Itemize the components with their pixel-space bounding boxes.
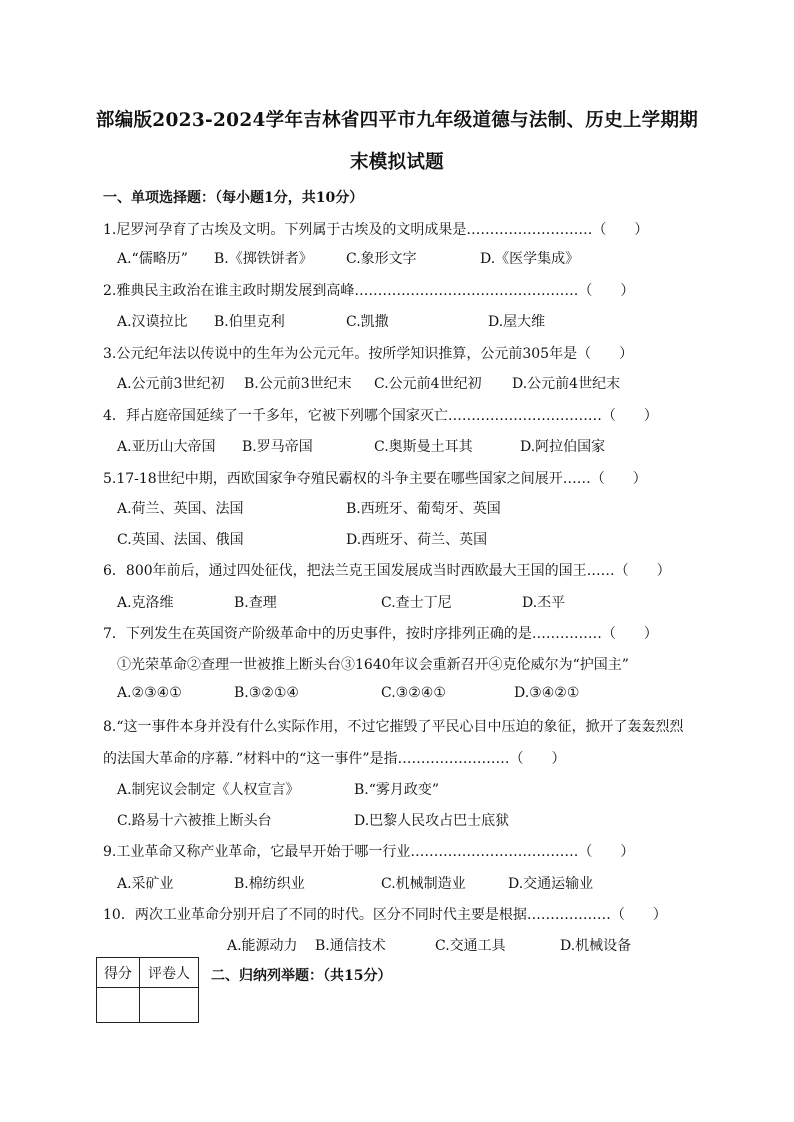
- q4-option-b: B.罗马帝国: [242, 439, 313, 455]
- q8-option-a: A.制宪议会制定《人权宣言》: [117, 782, 300, 798]
- q7-option-d: D.③④②①: [514, 685, 580, 701]
- section-heading-list: 二、归纳列举题：（共15分）: [211, 968, 392, 984]
- q4-option-d: D.阿拉伯国家: [520, 439, 606, 455]
- grader-header: 评卷人: [140, 958, 199, 988]
- q8-option-d: D.巴黎人民攻占巴士底狱: [354, 813, 510, 829]
- q7-event-list: ①光荣革命②查理一世被推上断头台③1640年议会重新召开④克伦威尔为“护国主”: [117, 657, 629, 673]
- q6-option-b: B.查理: [234, 595, 277, 611]
- q5-option-c: C.英国、法国、俄国: [117, 532, 244, 548]
- q10-option-d: D.机械设备: [560, 938, 632, 954]
- q1-option-a: A.“儒略历”: [117, 251, 188, 267]
- q1-option-b: B.《掷铁饼者》: [214, 251, 313, 267]
- q7-option-a: A.②③④①: [117, 685, 182, 701]
- question-2-stem: 2.雅典民主政治在谁主政时期发展到高峰…………………………………………（ ）: [103, 283, 635, 299]
- q7-option-c: C.③②④①: [381, 685, 446, 701]
- q3-option-a: A.公元前3世纪初: [117, 376, 225, 392]
- q8-option-c: C.路易十六被推上断头台: [117, 813, 272, 829]
- q9-option-d: D.交通运输业: [508, 876, 594, 892]
- q10-option-c: C.交通工具: [435, 938, 506, 954]
- q4-option-a: A.亚历山大帝国: [117, 439, 216, 455]
- q3-option-b: B.公元前3世纪末: [244, 376, 352, 392]
- q5-option-a: A.荷兰、英国、法国: [117, 501, 244, 517]
- q5-option-b: B.西班牙、葡萄牙、英国: [346, 501, 501, 517]
- question-10-stem: 10．两次工业革命分别开启了不同的时代。区分不同时代主要是根据………………（ ）: [103, 907, 667, 923]
- section-heading-choice: 一、单项选择题：（每小题1分，共10分）: [103, 190, 364, 206]
- question-8-stem-line1: 8.“这一事件本身并没有什么实际作用，不过它摧毁了平民心目中压迫的象征，掀开了轰轰烈烈: [103, 719, 684, 735]
- q2-option-a: A.汉谟拉比: [117, 314, 188, 330]
- q2-option-c: C.凯撒: [346, 314, 389, 330]
- exam-title-line1: 部编版2023-2024学年吉林省四平市九年级道德与法制、历史上学期期: [95, 110, 699, 131]
- q6-option-d: D.丕平: [522, 595, 566, 611]
- q1-option-d: D.《医学集成》: [480, 251, 580, 267]
- q9-option-b: B.棉纺织业: [234, 876, 305, 892]
- question-7-stem: 7．下列发生在英国资产阶级革命中的历史事件，按时序排列正确的是……………（ ）: [103, 626, 658, 642]
- q2-option-d: D.屋大维: [488, 314, 546, 330]
- question-4-stem: 4．拜占庭帝国延续了一千多年，它被下列哪个国家灭亡……………………………（ ）: [103, 408, 658, 424]
- question-1-stem: 1.尼罗河孕育了古埃及文明。下列属于古埃及的文明成果是………………………（ ）: [103, 222, 649, 238]
- score-cell[interactable]: [97, 988, 140, 1023]
- question-6-stem: 6．800年前后，通过四处征伐，把法兰克王国发展成当时西欧最大王国的国王……（ ）: [103, 563, 671, 579]
- q3-option-d: D.公元前4世纪末: [512, 376, 621, 392]
- q7-option-b: B.③②①④: [234, 685, 299, 701]
- q5-option-d: D.西班牙、荷兰、英国: [346, 532, 488, 548]
- question-3-stem: 3.公元纪年法以传说中的生年为公元元年。按所学知识推算，公元前305年是（ ）: [103, 346, 634, 362]
- exam-title-line2: 末模拟试题: [349, 152, 444, 173]
- q3-option-c: C.公元前4世纪初: [374, 376, 482, 392]
- q6-option-a: A.克洛维: [117, 595, 174, 611]
- q4-option-c: C.奥斯曼土耳其: [374, 439, 473, 455]
- q8-option-b: B.“雾月政变”: [354, 782, 440, 798]
- grader-cell[interactable]: [140, 988, 199, 1023]
- score-table: [96, 957, 199, 1023]
- q10-option-b: B.通信技术: [315, 938, 386, 954]
- question-5-stem: 5.17-18世纪中期，西欧国家争夺殖民霸权的斗争主要在哪些国家之间展开……（ ）: [103, 471, 647, 487]
- q2-option-b: B.伯里克利: [214, 314, 285, 330]
- question-9-stem: 9.工业革命又称产业革命，它最早开始于哪一行业………………………………（ ）: [103, 844, 635, 860]
- score-header: 得分: [97, 958, 140, 988]
- q10-option-a: A.能源动力: [227, 938, 298, 954]
- q9-option-c: C.机械制造业: [381, 876, 466, 892]
- q1-option-c: C.象形文字: [346, 251, 417, 267]
- q9-option-a: A.采矿业: [117, 876, 174, 892]
- question-8-stem-line2: 的法国大革命的序幕．”材料中的“这一事件”是指……………………（ ）: [103, 751, 566, 767]
- q6-option-c: C.查士丁尼: [381, 595, 452, 611]
